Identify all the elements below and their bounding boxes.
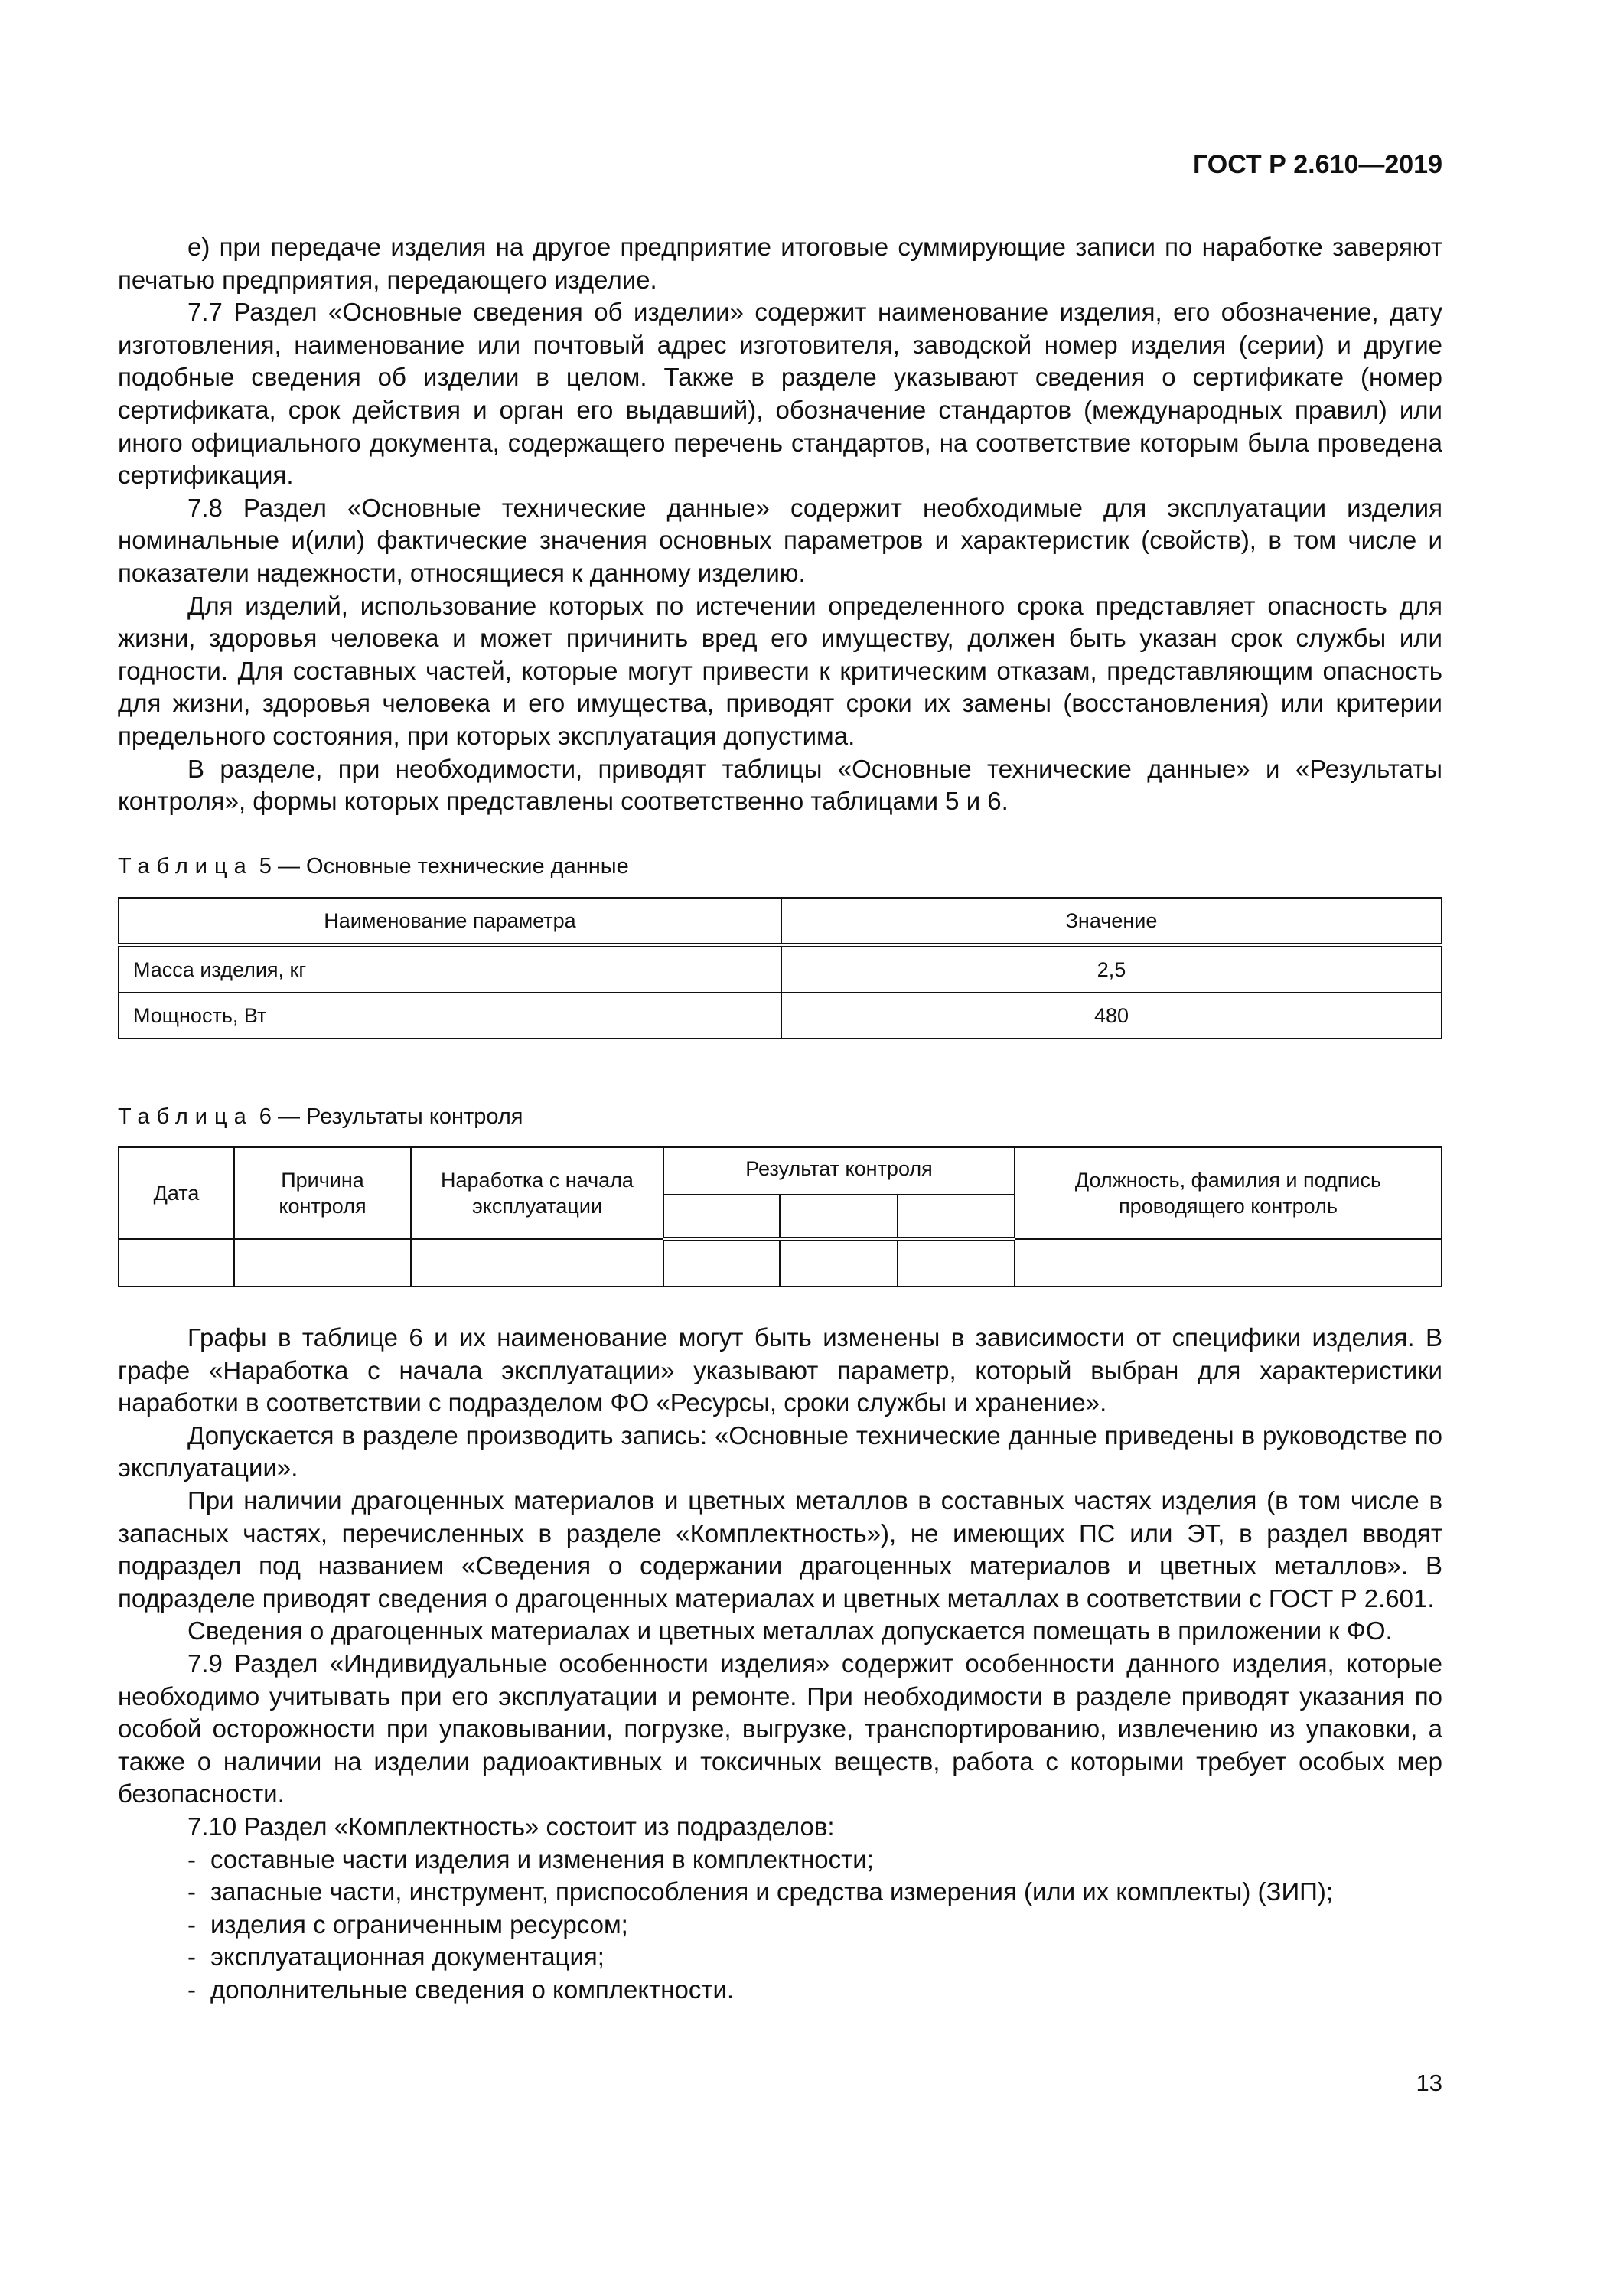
paragraph: Допускается в разделе производить запись: «Основные технические данные приведены в руководстве по эксплуатации». — [118, 1420, 1442, 1482]
bullet: - — [187, 1844, 196, 1874]
empty-cell — [119, 1239, 234, 1287]
list-item-text: составные части изделия и изменения в комплектности; — [210, 1844, 874, 1874]
paragraph: Графы в таблице 6 и их наименование могут быть изменены в зависимости от специфики изделия. В графе «Наработка с начала эксплуатации» указывают параметр, который выбран для характеристики наработки в соответствии с подразделом ФО «Ресурсы, сроки службы и хранение». — [118, 1323, 1442, 1417]
bullet: - — [187, 1877, 196, 1906]
header-result: Результат контроля — [663, 1147, 1015, 1195]
paragraph: Для изделий, использование которых по истечении определенного срока представляет опасность для жизни, здоровья человека и может причинить вред его имуществу, должен быть указан срок службы или годности. Для составных частей, которые могут привести к критическим отказам, представляющим опасность для жизни, здоровья человека и его имущества, приводят сроки их замены (восстановления) или критерии предельного состояния, при которых эксплуатация допустима. — [118, 591, 1442, 750]
result-subcell — [898, 1195, 1015, 1239]
bullet: - — [187, 1942, 196, 1971]
paragraph: 7.9 Раздел «Индивидуальные особенности изделия» содержит особенности данного изделия, которые необходимо учитывать при его эксплуатации и ремонте. При необходимости в разделе приводят указания по особой осторожности при упаковывании, погрузке, выгрузке, транспортированию, извлечению из упаковки, а также о наличии на изделии радиоактивных и токсичных веществ, работа с которыми требует особых мер безопасности. — [118, 1649, 1442, 1808]
completeness-list — [118, 1844, 1442, 2007]
paragraph: 7.10 Раздел «Комплектность» состоит из подразделов: — [187, 1812, 835, 1841]
empty-cell — [1015, 1239, 1442, 1287]
bullet: - — [187, 1910, 196, 1939]
result-subcell — [780, 1195, 898, 1239]
header-cell: Значение — [781, 898, 1442, 945]
document-standard-header: ГОСТ Р 2.610—2019 — [1192, 150, 1442, 179]
table5-caption — [118, 854, 629, 879]
paragraph: 7.8 Раздел «Основные технические данные» содержит необходимые для эксплуатации изделия номинальные и(или) фактические значения основных параметров и характеристик (свойств), в том числе и показатели надежности, относящиеся к данному изделию. — [118, 493, 1442, 587]
bullet: - — [187, 1975, 196, 2004]
caption-word: Таблица — [118, 1104, 253, 1129]
result-subcell — [663, 1195, 780, 1239]
list-item — [118, 1876, 1442, 1909]
header-cell: Наименование параметра — [119, 898, 781, 945]
header-reason: Причина контроля — [234, 1147, 411, 1239]
empty-cell — [411, 1239, 663, 1287]
top-text-block — [118, 231, 1442, 818]
param-cell: Мощность, Вт — [119, 993, 781, 1039]
table6-caption — [118, 1104, 523, 1130]
empty-cell — [663, 1239, 780, 1287]
list-item-text: эксплуатационная документация; — [210, 1942, 605, 1971]
caption-word: Таблица — [118, 854, 253, 879]
header-date: Дата — [119, 1147, 234, 1239]
list-item-text: изделия с ограниченным ресурсом; — [210, 1910, 628, 1939]
empty-cell — [780, 1239, 898, 1287]
value-cell: 2,5 — [781, 945, 1442, 993]
empty-cell — [898, 1239, 1015, 1287]
param-cell: Масса изделия, кг — [119, 945, 781, 993]
header-operating-time: Наработка с начала эксплуатации — [411, 1147, 663, 1239]
list-item — [118, 1909, 1442, 1942]
caption-title: 5 — Основные технические данные — [259, 854, 629, 879]
list-item-text: дополнительные сведения о комплектности. — [210, 1975, 735, 2004]
caption-title: 6 — Результаты контроля — [259, 1104, 523, 1129]
list-item — [118, 1974, 1442, 2007]
table-header-row — [119, 898, 1442, 945]
table-header-row — [119, 1147, 1442, 1195]
table6 — [118, 1146, 1442, 1287]
paragraph: е) при передаче изделия на другое предприятие итоговые суммирующие записи по наработке заверяют печатью предприятия, передающего изделие. — [118, 233, 1442, 294]
list-item — [118, 1844, 1442, 1877]
page-number: 13 — [1416, 2069, 1442, 2096]
table-row — [119, 993, 1442, 1039]
paragraph: При наличии драгоценных материалов и цветных металлов в составных частях изделия (в том числе в запасных частях, перечисленных в разделе «Комплектность»), не имеющих ПС или ЭТ, в раздел вводят подраздел под названием «Сведения о содержании драгоценных материалов и цветных металлов». В подразделе приводят сведения о драгоценных материалах и цветных металлах в соответствии с ГОСТ Р 2.601. — [118, 1486, 1442, 1613]
table-row — [119, 1239, 1442, 1287]
paragraph: 7.7 Раздел «Основные сведения об изделии» содержит наименование изделия, его обозначение, дату изготовления, наименование или почтовый адрес изготовителя, заводской номер изделия (серии) и другие подобные сведения об изделии в целом. Также в разделе указывают сведения о сертификате (номер сертификата, срок действия и орган его выдавший), обозначение стандартов (международных правил) или иного официального документа, содержащего перечень стандартов, на соответствие которым была проведена сертификация. — [118, 298, 1442, 490]
bottom-text-block — [118, 1322, 1442, 2006]
header-inspector: Должность, фамилия и подпись проводящего контроль — [1015, 1147, 1442, 1239]
table5 — [118, 897, 1442, 1039]
paragraph: В разделе, при необходимости, приводят таблицы «Основные технические данные» и «Результаты контроля», формы которых представлены соответственно таблицами 5 и 6. — [118, 754, 1442, 816]
paragraph: Сведения о драгоценных материалах и цветных металлах допускается помещать в приложении к ФО. — [187, 1616, 1393, 1645]
list-item-text: запасные части, инструмент, приспособления и средства измерения (или их комплекты) (ЗИП); — [210, 1877, 1334, 1906]
empty-cell — [234, 1239, 411, 1287]
value-cell: 480 — [781, 993, 1442, 1039]
table-row — [119, 945, 1442, 993]
list-item — [118, 1941, 1442, 1974]
